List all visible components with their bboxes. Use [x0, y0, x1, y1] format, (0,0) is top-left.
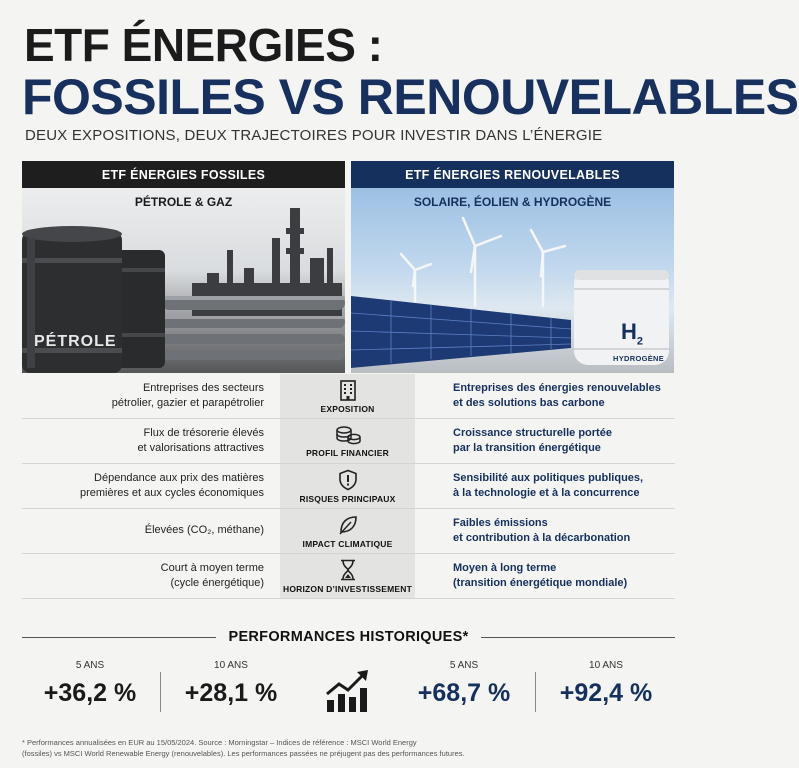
criterion-cell [280, 419, 415, 463]
renewable-perf-10y [556, 660, 656, 708]
criterion-cell [280, 374, 415, 418]
footnote-line: (fossiles) vs MSCI World Renewable Energy (renouvelables). Les performances passées ne préjugent pas des performances futures. [22, 748, 465, 758]
perf-period: 10 ANS [589, 660, 623, 671]
table-row [22, 554, 675, 599]
table-row [22, 419, 675, 464]
renewable-panel-heading: ETF ÉNERGIES RENOUVELABLES [351, 161, 674, 188]
criterion-cell [280, 509, 415, 553]
perf-value: +28,1 % [184, 679, 278, 707]
fossil-cell: Élevées (CO₂, méthane) [144, 524, 264, 537]
title-line-2: FOSSILES VS RENOUVELABLES [22, 69, 799, 125]
fossil-perf-5y [40, 660, 140, 708]
renewable-cell: Croissance structurelle portée par la transition énergétique [453, 426, 612, 454]
table-row [22, 374, 675, 419]
h2-letter: H [621, 319, 637, 344]
perf-period: 5 ANS [75, 660, 105, 671]
criterion-label: PROFIL FINANCIER [306, 447, 389, 458]
building-icon [338, 379, 358, 401]
divider [160, 672, 161, 712]
h2-subscript: 2 [636, 335, 644, 348]
criterion-cell [280, 554, 415, 598]
table-row [22, 509, 675, 554]
renewable-illustration [351, 188, 674, 373]
renewable-perf-5y [414, 660, 514, 708]
performance-heading [22, 627, 675, 647]
growth-chart-icon [324, 666, 372, 714]
fossil-cell: Entreprises des secteurs pétrolier, gazier et parapétrolier [111, 381, 264, 409]
fossil-panel-subheading: PÉTROLE & GAZ [134, 195, 233, 209]
comparison-table [22, 374, 675, 599]
perf-value: +92,4 % [559, 679, 653, 707]
renewable-cell: Sensibilité aux politiques publiques, à la technologie et à la concurrence [453, 471, 644, 499]
renewable-cell: Moyen à long terme (transition énergétique mondiale) [453, 561, 628, 589]
fossil-cell: Flux de trésorerie élevés et valorisations attractives [137, 426, 264, 454]
renewable-panel-subheading: SOLAIRE, ÉOLIEN & HYDROGÈNE [413, 195, 612, 209]
divider [535, 672, 536, 712]
criterion-cell [280, 464, 415, 508]
divider [481, 637, 675, 638]
title-line-1: ETF ÉNERGIES : [24, 19, 383, 71]
barrel-label: PÉTROLE [34, 333, 117, 350]
fossil-perf-10y [181, 660, 281, 708]
criterion-label: HORIZON D’INVESTISSEMENT [282, 583, 412, 594]
fossil-illustration [22, 188, 345, 373]
renewable-panel [351, 161, 674, 373]
coins-icon [334, 425, 362, 445]
perf-period: 5 ANS [449, 660, 479, 671]
hydrogen-symbol [621, 319, 643, 347]
perf-value: +36,2 % [43, 679, 137, 707]
shield-alert-icon [338, 469, 358, 491]
renewable-cell: Faibles émissions et contribution à la décarbonation [453, 516, 631, 544]
fossil-cell: Court à moyen terme (cycle énergétique) [160, 561, 264, 589]
subtitle: DEUX EXPOSITIONS, DEUX TRAJECTOIRES POUR INVESTIR DANS L’ÉNERGIE [25, 127, 603, 144]
hydrogen-label: HYDROGÈNE [613, 354, 665, 363]
performance-title: PERFORMANCES HISTORIQUES* [228, 629, 469, 645]
fossil-panel [22, 161, 345, 373]
footnote [22, 738, 682, 760]
criterion-label: IMPACT CLIMATIQUE [302, 538, 393, 549]
fossil-panel-heading: ETF ÉNERGIES FOSSILES [22, 161, 345, 188]
footnote-line: * Performances annualisées en EUR au 15/05/2024. Source : Morningstar – Indices de référence : MSCI World Energy [22, 738, 417, 747]
hourglass-icon [339, 559, 357, 581]
perf-period: 10 ANS [214, 660, 248, 671]
table-row [22, 464, 675, 509]
perf-value: +68,7 % [417, 679, 511, 707]
divider [22, 637, 216, 638]
criterion-label: EXPOSITION [320, 403, 375, 414]
criterion-label: RISQUES PRINCIPAUX [299, 493, 396, 504]
fossil-cell: Dépendance aux prix des matières premières et aux cycles économiques [79, 471, 264, 499]
renewable-cell: Entreprises des énergies renouvelables et des solutions bas carbone [453, 381, 661, 409]
leaf-icon [337, 514, 359, 536]
